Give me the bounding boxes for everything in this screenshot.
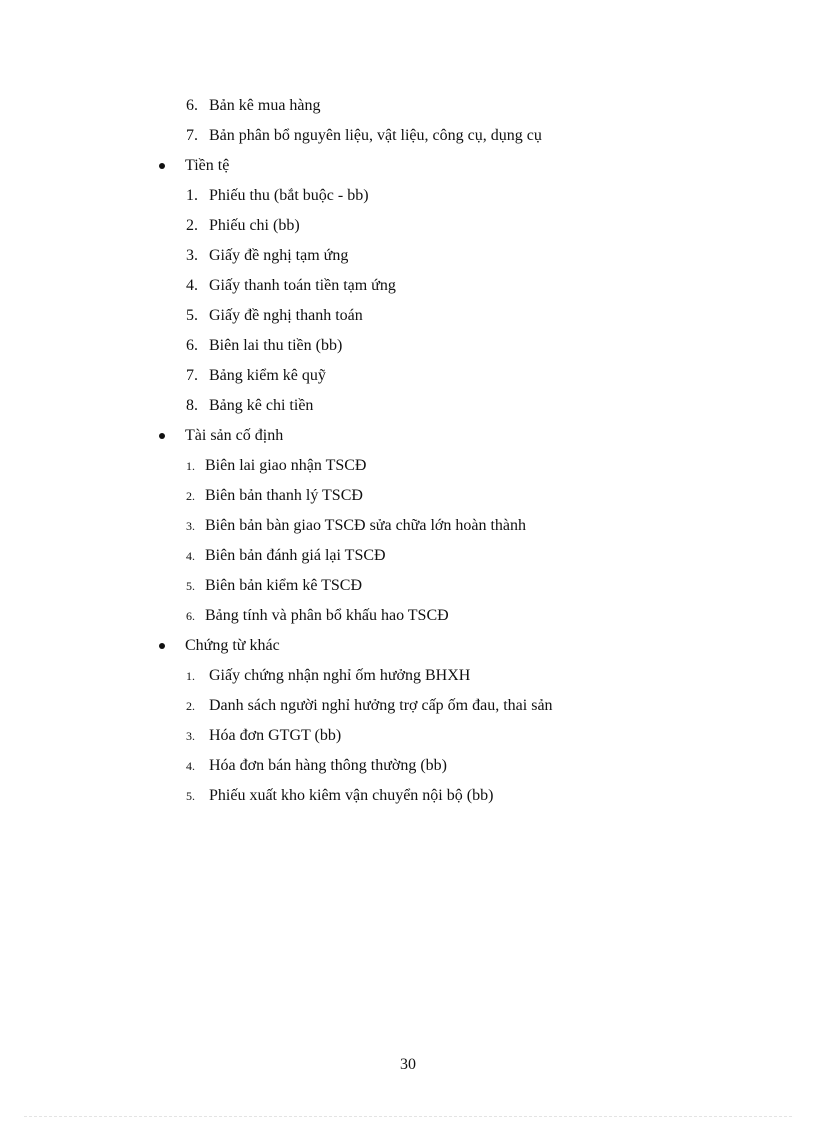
list-number: 2. xyxy=(186,489,195,503)
list-text: Giấy đề nghị thanh toán xyxy=(209,307,363,324)
list-text: Biên bản thanh lý TSCĐ xyxy=(205,487,363,504)
section-heading-text: Tài sản cố định xyxy=(185,427,284,444)
section-heading xyxy=(0,421,816,451)
list-item xyxy=(0,571,816,601)
bullet-icon xyxy=(159,433,165,439)
list-item xyxy=(0,301,816,331)
document-content xyxy=(0,91,816,811)
list-text: Phiếu thu (bắt buộc - bb) xyxy=(209,187,369,204)
list-text: Phiếu chi (bb) xyxy=(209,217,300,234)
list-number: 6. xyxy=(186,609,195,623)
list-text: Phiếu xuất kho kiêm vận chuyển nội bộ (bb) xyxy=(209,787,494,804)
list-text: Biên bản bàn giao TSCĐ sửa chữa lớn hoàn thành xyxy=(205,517,527,534)
list-number: 1. xyxy=(186,187,198,204)
section-heading xyxy=(0,151,816,181)
list-number: 7. xyxy=(186,367,198,384)
list-item xyxy=(0,91,816,121)
list-text: Bản kê mua hàng xyxy=(209,97,321,114)
list-item xyxy=(0,121,816,151)
list-text: Giấy chứng nhận nghỉ ốm hưởng BHXH xyxy=(209,667,471,684)
page-bottom-divider xyxy=(24,1116,792,1117)
list-number: 5. xyxy=(186,789,195,803)
bullet-icon xyxy=(159,163,165,169)
bullet-icon xyxy=(159,643,165,649)
list-text: Biên lai thu tiền (bb) xyxy=(209,337,343,354)
page-number: 30 xyxy=(400,1056,416,1073)
list-text: Biên bản kiểm kê TSCĐ xyxy=(205,577,363,594)
list-number: 5. xyxy=(186,579,195,593)
section-heading xyxy=(0,631,816,661)
list-text: Hóa đơn GTGT (bb) xyxy=(209,727,342,744)
list-number: 4. xyxy=(186,549,195,563)
list-text: Giấy đề nghị tạm ứng xyxy=(209,247,349,264)
list-text: Biên bản đánh giá lại TSCĐ xyxy=(205,547,386,564)
list-number: 4. xyxy=(186,759,195,773)
list-item xyxy=(0,361,816,391)
list-number: 3. xyxy=(186,247,198,264)
list-number: 1. xyxy=(186,459,195,473)
list-number: 3. xyxy=(186,729,195,743)
list-number: 2. xyxy=(186,699,195,713)
list-number: 7. xyxy=(186,127,198,144)
list-number: 6. xyxy=(186,97,198,114)
list-item xyxy=(0,331,816,361)
list-number: 2. xyxy=(186,217,198,234)
list-item xyxy=(0,481,816,511)
list-item xyxy=(0,211,816,241)
list-text: Giấy thanh toán tiền tạm ứng xyxy=(209,277,396,294)
list-item xyxy=(0,391,816,421)
list-number: 1. xyxy=(186,669,195,683)
list-number: 3. xyxy=(186,519,195,533)
list-text: Bảng tính và phân bổ khấu hao TSCĐ xyxy=(205,607,449,624)
list-item xyxy=(0,721,816,751)
list-item xyxy=(0,601,816,631)
list-text: Hóa đơn bán hàng thông thường (bb) xyxy=(209,757,447,774)
list-number: 8. xyxy=(186,397,198,414)
section-heading-text: Chứng từ khác xyxy=(185,637,280,654)
list-item xyxy=(0,691,816,721)
list-item xyxy=(0,271,816,301)
list-item xyxy=(0,241,816,271)
section-heading-text: Tiền tệ xyxy=(185,157,230,174)
list-item xyxy=(0,781,816,811)
list-item xyxy=(0,541,816,571)
list-text: Bảng kiểm kê quỹ xyxy=(209,367,326,384)
list-item xyxy=(0,511,816,541)
list-item xyxy=(0,451,816,481)
list-number: 6. xyxy=(186,337,198,354)
list-item xyxy=(0,181,816,211)
list-number: 5. xyxy=(186,307,198,324)
list-text: Danh sách người nghỉ hưởng trợ cấp ốm đau, thai sản xyxy=(209,697,553,714)
list-number: 4. xyxy=(186,277,198,294)
list-item xyxy=(0,751,816,781)
list-item xyxy=(0,661,816,691)
list-text: Bảng kê chi tiền xyxy=(209,397,314,414)
list-text: Biên lai giao nhận TSCĐ xyxy=(205,457,367,474)
list-text: Bản phân bổ nguyên liệu, vật liệu, công cụ, dụng cụ xyxy=(209,127,542,144)
